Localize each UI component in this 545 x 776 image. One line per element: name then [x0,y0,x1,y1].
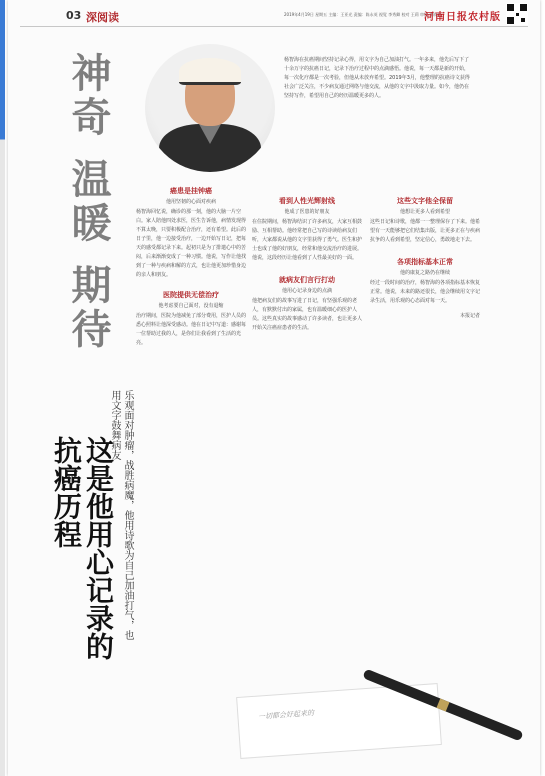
newspaper-page[interactable] [8,0,540,776]
qr-code-icon [506,3,528,25]
section-title: 看到人性光辉射线 [279,197,335,205]
section-subtitle: 他想让更多人看到希望 [399,209,450,215]
section-text: 经过一段时间的治疗，杨智海的各项指标基本恢复正常。他说，未来的路还很长，他会继续用文字记录生活，用乐观的心态面对每一天。 [370,280,481,304]
section-title: 就病友们言行打动 [279,276,335,284]
headline-main: 神奇 温暖 期待 [65,52,112,352]
masthead-logo: 河南日报农村版 [424,12,501,23]
section-subtitle: 他用心记录身边的点滴 [281,288,332,294]
handwriting-text: 一切都会好起来的 [257,709,315,721]
section-title: 医院提供无偿治疗 [163,291,219,299]
section-title: 各项指标基本正常 [397,258,453,266]
header-info: 2019年4月19日 星期五 主编：王亚光 责编：陈永英 视觉 李秀卿 校对 王莉 审校 崔晓斌 [284,12,442,17]
section-title: 这些文字他全保留 [397,197,453,205]
article-column-2 [252,190,362,333]
section-name: 深阅读 [86,11,119,24]
page-number: 03 [66,9,82,22]
decorative-pen-illustration [238,680,488,760]
photo-hat [179,58,241,85]
viewer-side-strip [0,0,5,776]
section-subtitle: 他成了医患的好朋友 [284,209,330,215]
section-title: 癌患是挂钟癌 [170,187,212,195]
article-column-1 [136,180,246,348]
intro-text: 杨智海在抗癌期间坚持记录心得，用文字为自己加油打气。一年多来，他先后写下了十余万字的抗癌日记，记录下治疗过程中的点滴感悟。他说，每一天都是新的开始，每一次化疗都是一次考验，但他从未放弃希望。2019年3月，他整理的抗癌诗文获得社会广泛关注，不少病友通过网络与他交流，从他的文字中汲取力量。如今，他仍在坚持写作，希望用自己的经历温暖更多的人。 [284,57,470,99]
section-text: 在住院期间，杨智海结识了许多病友，大家互相鼓励、互相帮助。他经常把自己写的诗读给病友们听，大家都说从他的文字里获得了勇气。医生和护士也成了他的好朋友，经常和他交流治疗的进展。他说，这段经历让他看到了人性最美好的一面。 [252,219,363,261]
headline-subtitle: 乐观面对肿瘤，战胜病魔，他用诗歌为自己加油打气，也用文字鼓舞病友 [109,390,133,640]
section-subtitle: 他用坚韧的心面对疾病 [165,199,216,205]
section-text: 他把病友们的故事写进了日记，有坚强乐观的老人，有默默付出的家属，也有温暖细心的医护人员。这些真实的故事感动了许多读者，也让更多人开始关注癌症患者的生活。 [252,298,363,331]
section-subtitle: 他考虑要自己面对，没有退缩 [158,303,224,309]
page-header [20,6,528,27]
section-subtitle: 他的康复之路仍在继续 [399,270,450,276]
section-text: 治疗期间，医院为他减免了部分费用，医护人员的悉心照料让他深受感动。他在日记中写道：感谢每一位帮助过我的人，是你们让我看到了生活的光亮。 [136,313,247,346]
article-column-3 [370,190,480,321]
portrait-photo [145,44,275,172]
section-text: 杨智海回忆说，确诊的那一刻，他的大脑一片空白。家人陪他四处求医，医生告诉他，病情发现得不算太晚，只要积极配合治疗，还有希望。此后的日子里，他一边接受治疗，一边开始写日记，把每天的感受都记录下来。起初只是为了排遣心中的苦闷，后来渐渐变成了一种习惯。他说，写作让他找到了一种与疾病和解的方式，也让他更加珍惜身边的亲人和朋友。 [136,209,247,278]
section-text: 这些日记和诗歌，他都一一整理保存了下来。他希望有一天能够把它们结集出版，让更多正在与疾病抗争的人看到希望，坚定信心，勇敢地走下去。 [370,219,481,243]
headline-sub: 这是他用心记录的抗癌历程 [50,436,115,660]
byline: 本报记者 [459,313,480,319]
